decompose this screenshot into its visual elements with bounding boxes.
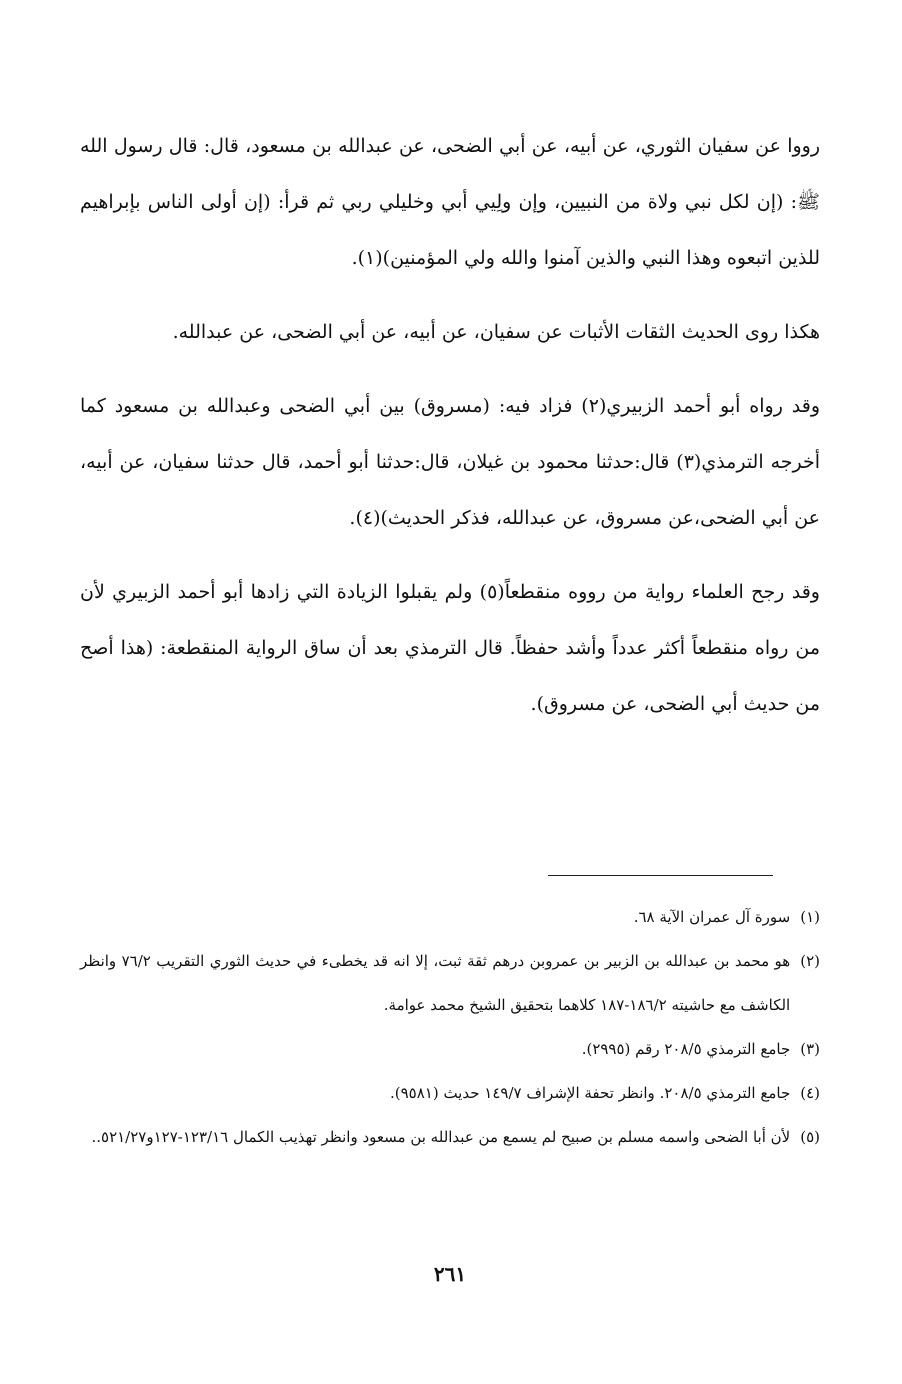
footnote-text: لأن أبا الضحى واسمه مسلم بن صبيح لم يسمع من عبدالله بن مسعود وانظر تهذيب الكمال ١٢٣/١٦-١٢٧و٥٢١/٢٧.. bbox=[91, 1128, 791, 1146]
footnote-number: (٢) bbox=[800, 952, 820, 970]
footnote-number: (٣) bbox=[800, 1040, 820, 1058]
footnote-4 bbox=[80, 1071, 820, 1115]
footnote-1 bbox=[80, 895, 820, 939]
footnote-text: جامع الترمذي ٢٠٨/٥. وانظر تحفة الإشراف ١٤٩/٧ حديث (٩٥٨١). bbox=[389, 1084, 791, 1102]
footnote-text: جامع الترمذي ٢٠٨/٥ رقم (٢٩٩٥). bbox=[581, 1040, 791, 1058]
paragraph-4: وقد رجح العلماء رواية من رووه منقطعاً(٥) ولم يقبلوا الزيادة التي زادها أبو أحمد الزبيري لأن من رواه منقطعاً أكثر عدداً وأشد حفظاً. قال الترمذي بعد أن ساق الرواية المنقطعة: (هذا أصح من حديث أبي الضحى، عن مسروق). bbox=[80, 581, 820, 715]
footnote-5 bbox=[80, 1115, 820, 1159]
footnotes bbox=[80, 895, 820, 1159]
paragraph-3: وقد رواه أبو أحمد الزبيري(٢) فزاد فيه: (مسروق) بين أبي الضحى وعبدالله بن مسعود كما أخرجه الترمذي(٣) قال:حدثنا محمود بن غيلان، قال:حدثنا أبو أحمد، قال حدثنا سفيان، عن أبيه، عن أبي الضحى،عن مسروق، عن عبدالله، فذكر الحديث)(٤). bbox=[80, 395, 821, 529]
page-number: ٢٦١ bbox=[433, 1262, 467, 1286]
footnote-text: هو محمد بن عبدالله بن الزبير بن عمروبن درهم ثقة ثبت، إلا انه قد يخطىء في حديث الثوري التقريب ٧٦/٢ وانظر الكاشف مع حاشيته ١٨٦/٢-١٨٧ كلاهما بتحقيق الشيخ محمد عوامة. bbox=[80, 952, 791, 1014]
main-text bbox=[80, 118, 820, 750]
footnote-2 bbox=[80, 939, 820, 1027]
footnote-number: (٥) bbox=[800, 1128, 820, 1146]
footnote-number: (١) bbox=[800, 908, 820, 926]
footnote-text: سورة آل عمران الآية ٦٨. bbox=[633, 908, 791, 926]
footnote-number: (٤) bbox=[800, 1084, 820, 1102]
footnote-3 bbox=[80, 1027, 820, 1071]
paragraph-2: هكذا روى الحديث الثقات الأثبات عن سفيان، عن أبيه، عن أبي الضحى، عن عبدالله. bbox=[172, 321, 820, 343]
footnote-separator bbox=[548, 875, 773, 876]
paragraph-1: رووا عن سفيان الثوري، عن أبيه، عن أبي الضحى، عن عبدالله بن مسعود، قال: قال رسول الله ﷺ: (إن لكل نبي ولاة من النبيين، وإن ولِيي أبي وخليلي ربي ثم قرأ: (إن أولى الناس بإبراهيم للذين اتبعوه وهذا النبي والذين آمنوا والله ولي المؤمنين)(١). bbox=[80, 135, 820, 269]
